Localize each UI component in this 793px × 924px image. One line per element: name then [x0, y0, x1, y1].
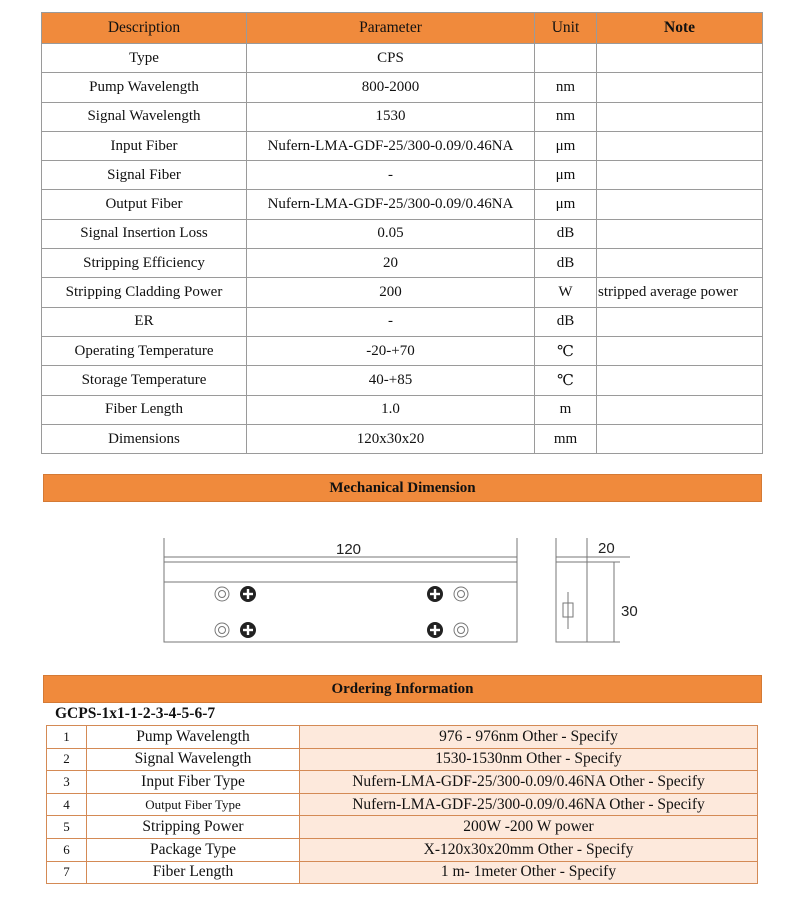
spec-row — [42, 161, 763, 190]
spec-description: Type — [42, 44, 247, 73]
order-parameter-value: 200W -200 W power — [300, 816, 758, 839]
spec-unit: dB — [535, 249, 597, 278]
spec-unit: nm — [535, 102, 597, 131]
order-number: 5 — [47, 816, 87, 839]
height-label: 30 — [621, 603, 638, 620]
spec-parameter: 40-+85 — [247, 366, 535, 395]
spec-description: Dimensions — [42, 424, 247, 453]
spec-description: Stripping Cladding Power — [42, 278, 247, 307]
spec-description: ER — [42, 307, 247, 336]
spec-note — [597, 366, 763, 395]
order-parameter-name: Pump Wavelength — [87, 726, 300, 749]
order-parameter-name: Stripping Power — [87, 816, 300, 839]
order-row — [47, 861, 758, 884]
spec-row — [42, 366, 763, 395]
spec-parameter: -20-+70 — [247, 336, 535, 365]
spec-description: Signal Insertion Loss — [42, 219, 247, 248]
order-number: 6 — [47, 838, 87, 861]
spec-row — [42, 73, 763, 102]
spec-row — [42, 307, 763, 336]
order-number: 7 — [47, 861, 87, 884]
spec-unit: μm — [535, 131, 597, 160]
spec-row — [42, 395, 763, 424]
spec-description: Storage Temperature — [42, 366, 247, 395]
spec-description: Fiber Length — [42, 395, 247, 424]
header-note: Note — [597, 13, 763, 44]
spec-note — [597, 307, 763, 336]
spec-parameter: 0.05 — [247, 219, 535, 248]
spec-header-row — [42, 13, 763, 44]
spec-parameter: - — [247, 307, 535, 336]
order-parameter-name: Package Type — [87, 838, 300, 861]
mechanical-drawing — [150, 530, 650, 645]
spec-unit: W — [535, 278, 597, 307]
spec-row — [42, 336, 763, 365]
spec-unit — [535, 44, 597, 73]
spec-row — [42, 219, 763, 248]
spec-row — [42, 249, 763, 278]
order-row — [47, 838, 758, 861]
spec-description: Output Fiber — [42, 190, 247, 219]
order-number: 1 — [47, 726, 87, 749]
spec-row — [42, 424, 763, 453]
spec-parameter: 20 — [247, 249, 535, 278]
spec-description: Input Fiber — [42, 131, 247, 160]
spec-note: stripped average power — [597, 278, 763, 307]
spec-parameter: CPS — [247, 44, 535, 73]
ordering-table — [46, 725, 758, 884]
order-row — [47, 726, 758, 749]
spec-unit: μm — [535, 161, 597, 190]
order-parameter-name: Fiber Length — [87, 861, 300, 884]
spec-description: Signal Fiber — [42, 161, 247, 190]
spec-description: Pump Wavelength — [42, 73, 247, 102]
order-row — [47, 793, 758, 816]
width-label: 20 — [598, 540, 615, 557]
header-parameter: Parameter — [247, 13, 535, 44]
order-parameter-value: 1 m- 1meter Other - Specify — [300, 861, 758, 884]
spec-description: Signal Wavelength — [42, 102, 247, 131]
spec-table — [41, 12, 763, 454]
spec-unit: dB — [535, 219, 597, 248]
order-number: 2 — [47, 748, 87, 771]
spec-description: Operating Temperature — [42, 336, 247, 365]
order-parameter-value: 1530-1530nm Other - Specify — [300, 748, 758, 771]
length-label: 120 — [336, 541, 362, 558]
spec-unit: nm — [535, 73, 597, 102]
spec-row — [42, 131, 763, 160]
order-parameter-name: Signal Wavelength — [87, 748, 300, 771]
spec-parameter: 120x30x20 — [247, 424, 535, 453]
spec-note — [597, 336, 763, 365]
spec-parameter: 1530 — [247, 102, 535, 131]
ordering-code: GCPS-1x1-1-2-3-4-5-6-7 — [55, 705, 216, 722]
order-row — [47, 771, 758, 794]
spec-parameter: 800-2000 — [247, 73, 535, 102]
spec-note — [597, 161, 763, 190]
spec-unit: ℃ — [535, 336, 597, 365]
screw-icon — [240, 586, 443, 638]
ordering-information-heading: Ordering Information — [43, 675, 762, 703]
spec-row — [42, 278, 763, 307]
spec-parameter: - — [247, 161, 535, 190]
spec-note — [597, 395, 763, 424]
order-number: 3 — [47, 771, 87, 794]
order-parameter-value: 976 - 976nm Other - Specify — [300, 726, 758, 749]
spec-unit: dB — [535, 307, 597, 336]
spec-row — [42, 102, 763, 131]
order-parameter-value: X-120x30x20mm Other - Specify — [300, 838, 758, 861]
order-row — [47, 816, 758, 839]
module-body-side — [556, 562, 587, 642]
spec-unit: μm — [535, 190, 597, 219]
spec-parameter: Nufern-LMA-GDF-25/300-0.09/0.46NA — [247, 131, 535, 160]
order-parameter-value: Nufern-LMA-GDF-25/300-0.09/0.46NA Other - Specify — [300, 771, 758, 794]
spec-note — [597, 219, 763, 248]
spec-note — [597, 44, 763, 73]
spec-note — [597, 73, 763, 102]
spec-unit: m — [535, 395, 597, 424]
order-parameter-name: Output Fiber Type — [87, 793, 300, 816]
spec-note — [597, 249, 763, 278]
spec-note — [597, 424, 763, 453]
spec-parameter: 1.0 — [247, 395, 535, 424]
spec-row — [42, 44, 763, 73]
mechanical-dimension-heading: Mechanical Dimension — [43, 474, 762, 502]
order-number: 4 — [47, 793, 87, 816]
spec-description: Stripping Efficiency — [42, 249, 247, 278]
spec-unit: ℃ — [535, 366, 597, 395]
spec-note — [597, 131, 763, 160]
spec-parameter: 200 — [247, 278, 535, 307]
spec-parameter: Nufern-LMA-GDF-25/300-0.09/0.46NA — [247, 190, 535, 219]
order-parameter-value: Nufern-LMA-GDF-25/300-0.09/0.46NA Other - Specify — [300, 793, 758, 816]
spec-unit: mm — [535, 424, 597, 453]
order-parameter-name: Input Fiber Type — [87, 771, 300, 794]
header-unit: Unit — [535, 13, 597, 44]
spec-note — [597, 190, 763, 219]
order-row — [47, 748, 758, 771]
spec-note — [597, 102, 763, 131]
spec-row — [42, 190, 763, 219]
header-description: Description — [42, 13, 247, 44]
